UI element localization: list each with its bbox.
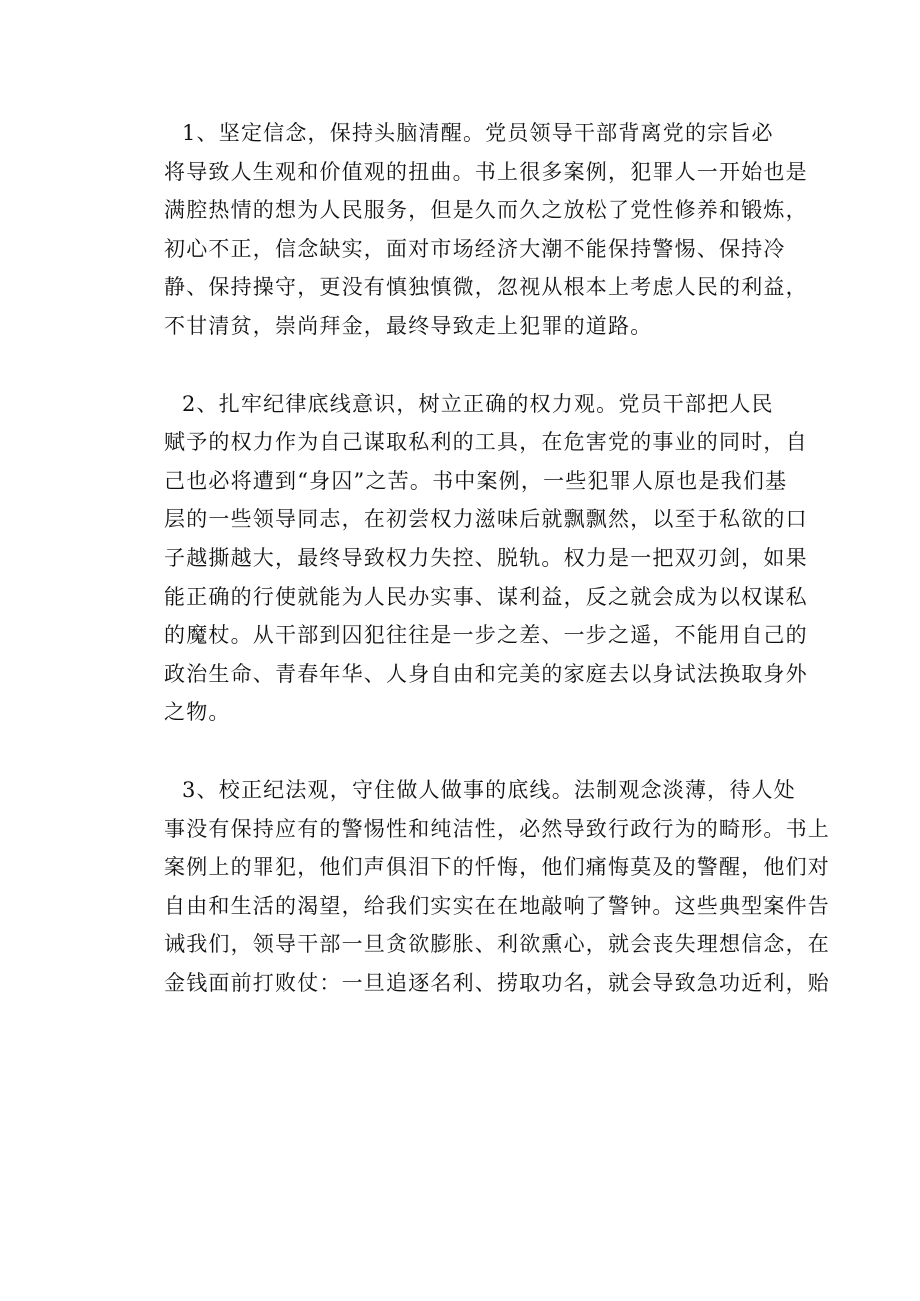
paragraph-2-line-5: 子越撕越大，最终导致权力失控、脱轨。权力是一把双刃剑，如果 — [164, 545, 808, 570]
paragraph-1-line-6: 不甘清贫，崇尚拜金，最终导致走上犯罪的道路。 — [164, 313, 653, 338]
paragraph-3-line-3: 案例上的罪犯，他们声俱泪下的忏悔，他们痛悔莫及的警醒，他们对 — [164, 855, 830, 880]
paragraph-2-line-7: 的魔杖。从干部到囚犯往往是一步之差、一步之遥，不能用自己的 — [164, 623, 808, 648]
paragraph-2-line-9: 之物。 — [164, 700, 231, 725]
paragraph-3-line-5: 诫我们，领导干部一旦贪欲膨胀、利欲熏心，就会丧失理想信念，在 — [164, 932, 830, 957]
paragraph-3-line-2: 事没有保持应有的警惕性和纯洁性，必然导致行政行为的畸形。书上 — [164, 816, 830, 841]
paragraph-3 — [164, 771, 830, 1003]
paragraph-2-line-3: 己也必将遭到“身囚”之苦。书中案例，一些犯罪人原也是我们基 — [164, 468, 788, 493]
paragraph-3-line-4: 自由和生活的渴望，给我们实实在在地敲响了警钟。这些典型案件告 — [164, 893, 830, 918]
paragraph-3-line-1: 3、校正纪法观，守住做人做事的底线。法制观念淡薄，待人处 — [182, 777, 796, 802]
paragraph-3-line-6: 金钱面前打败仗：一旦追逐名利、捞取功名，就会导致急功近利，贻 — [164, 970, 830, 995]
paragraph-1-line-5: 静、保持操守，更没有慎独慎微，忽视从根本上考虑人民的利益， — [164, 275, 808, 300]
paragraph-1-line-3: 满腔热情的想为人民服务，但是久而久之放松了党性修养和锻炼， — [164, 198, 808, 223]
paragraph-2-line-2: 赋予的权力作为自己谋取私利的工具，在危害党的事业的同时，自 — [164, 430, 808, 455]
paragraph-1 — [164, 114, 808, 346]
paragraph-2-line-8: 政治生命、青春年华、人身自由和完美的家庭去以身试法换取身外 — [164, 661, 808, 686]
document-body — [164, 114, 830, 1002]
paragraph-2-line-6: 能正确的行使就能为人民办实事、谋利益，反之就会成为以权谋私 — [164, 584, 808, 609]
paragraph-1-line-1: 1、坚定信念，保持头脑清醒。党员领导干部背离党的宗旨必 — [182, 121, 774, 145]
paragraph-1-line-2: 将导致人生观和价值观的扭曲。书上很多案例，犯罪人一开始也是 — [164, 159, 808, 184]
paragraph-1-line-4: 初心不正，信念缺实，面对市场经济大潮不能保持警惕、保持冷 — [164, 236, 786, 261]
paragraph-2-line-4: 层的一些领导同志，在初尝权力滋味后就飘飘然，以至于私欲的口 — [164, 507, 808, 532]
paragraph-2-line-1: 2、扎牢纪律底线意识，树立正确的权力观。党员干部把人民 — [182, 391, 774, 416]
paragraph-2 — [164, 385, 808, 732]
